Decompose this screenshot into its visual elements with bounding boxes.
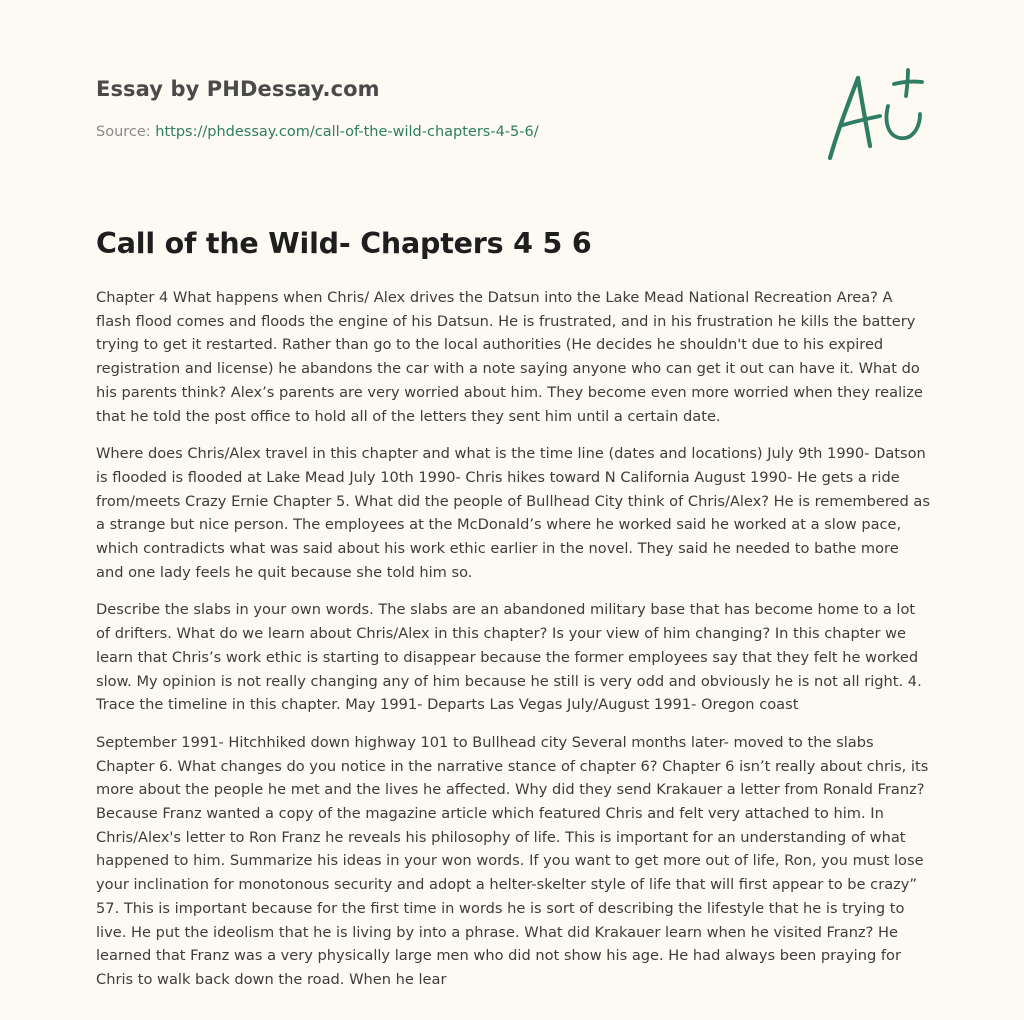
essay-body bbox=[96, 286, 930, 1006]
site-brand: Essay by PHDessay.com bbox=[96, 77, 380, 101]
a-plus-grade-icon bbox=[822, 66, 930, 166]
essay-paragraph-1: Chapter 4 What happens when Chris/ Alex drives the Datsun into the Lake Mead National Recreation Area? A flash flood comes and floods the engine of his Datsun. He is frustrated, and in his frustration he kills the battery trying to get it restarted. Rather than go to the local authorities (He decides he shouldn't due to his expired registration and license) he abandons the car with a note saying anyone who can get it out can have it. What do his parents think? Alex’s parents are very worried about him. They become even more worried when they realize that he told the post office to hold all of the letters they sent him until a certain date. bbox=[96, 289, 923, 425]
source-line bbox=[96, 124, 539, 140]
essay-title: Call of the Wild- Chapters 4 5 6 bbox=[96, 227, 592, 260]
source-label: Source: bbox=[96, 124, 156, 140]
essay-paragraph-2: Where does Chris/Alex travel in this chapter and what is the time line (dates and locations) July 9th 1990- Datson is flooded is flooded at Lake Mead July 10th 1990- Chris hikes toward N California August 1990- He gets a ride from/meets Crazy Ernie Chapter 5. What did the people of Bullhead City think of Chris/Alex? He is remembered as a strange but nice person. The employees at the McDonald’s where he worked said he worked at a slow pace, which contradicts what was said about his work ethic earlier in the novel. They said he needed to bathe more and one lady feels he quit because she told him so. bbox=[96, 445, 930, 581]
essay-paragraph-3: Describe the slabs in your own words. The slabs are an abandoned military base that has become home to a lot of drifters. What do we learn about Chris/Alex in this chapter? Is your view of him changing? In this chapter we learn that Chris’s work ethic is starting to disappear because the former employees say that they felt he worked slow. My opinion is not really changing any of him because he still is very odd and obviously he is not all right. 4. Trace the timeline in this chapter. May 1991- Departs Las Vegas July/August 1991- Oregon coast bbox=[96, 601, 922, 714]
essay-paragraph-4: September 1991- Hitchhiked down highway 101 to Bullhead city Several months later- moved to the slabs Chapter 6. What changes do you notice in the narrative stance of chapter 6? Chapter 6 isn’t really about chris, its more about the people he met and the lives he affected. Why did they send Krakauer a letter from Ronald Franz? Because Franz wanted a copy of the magazine article which featured Chris and felt very attached to him. In Chris/Alex's letter to Ron Franz he reveals his philosophy of life. This is important for an understanding of what happened to him. Summarize his ideas in your won words. If you want to get more out of life, Ron, you must lose your inclination for monotonous security and adopt a helter-skelter style of life that will first appear to be crazy” 57. This is important because for the first time in words he is sort of describing the lifestyle that he is trying to live. He put the ideolism that he is living by into a phrase. What did Krakauer learn when he visited Franz? He learned that Franz was a very physically large men who did not show his age. He had always been praying for Chris to walk back down the road. When he lear bbox=[96, 733, 929, 988]
source-link[interactable]: https://phdessay.com/call-of-the-wild-chapters-4-5-6/ bbox=[155, 124, 539, 140]
